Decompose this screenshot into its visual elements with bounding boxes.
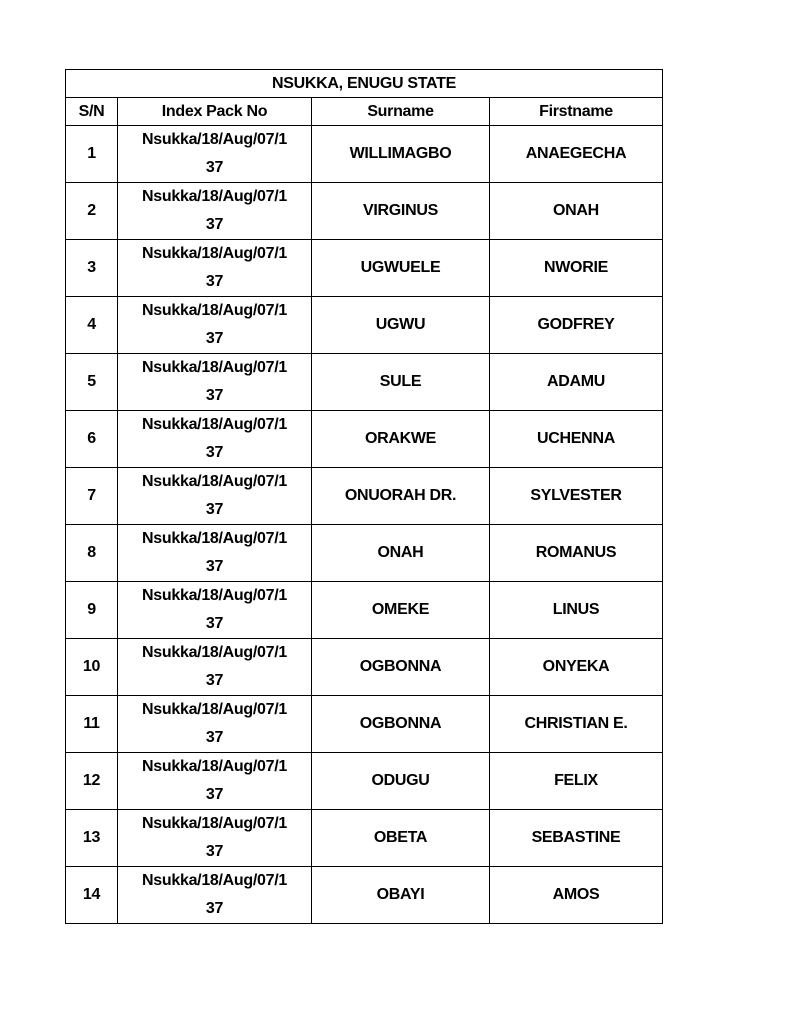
- table-row: [66, 297, 663, 354]
- table-row: [66, 468, 663, 525]
- cell-sn: 3: [66, 240, 118, 297]
- table-row: [66, 639, 663, 696]
- index-pack-line-2: 37: [205, 501, 224, 518]
- cell-index-pack: [118, 297, 312, 354]
- cell-sn: 6: [66, 411, 118, 468]
- cell-surname: SULE: [312, 354, 490, 411]
- table-row: [66, 582, 663, 639]
- index-pack-line-1: Nsukka/18/Aug/07/1: [142, 131, 287, 148]
- header-firstname: Firstname: [490, 98, 663, 126]
- cell-firstname: ONYEKA: [490, 639, 663, 696]
- document-sheet: [65, 69, 662, 924]
- cell-firstname: GODFREY: [490, 297, 663, 354]
- table-row: [66, 126, 663, 183]
- cell-index-pack: [118, 525, 312, 582]
- cell-surname: ODUGU: [312, 753, 490, 810]
- cell-firstname: LINUS: [490, 582, 663, 639]
- header-row: [66, 98, 663, 126]
- index-pack-line-1: Nsukka/18/Aug/07/1: [142, 587, 287, 604]
- index-pack-line-1: Nsukka/18/Aug/07/1: [142, 530, 287, 547]
- cell-surname: UGWUELE: [312, 240, 490, 297]
- cell-index-pack: [118, 468, 312, 525]
- cell-index-pack: [118, 411, 312, 468]
- table-row: [66, 867, 663, 924]
- index-pack-line-1: Nsukka/18/Aug/07/1: [142, 245, 287, 262]
- index-pack-line-2: 37: [205, 558, 224, 575]
- index-pack-line-1: Nsukka/18/Aug/07/1: [142, 302, 287, 319]
- cell-firstname: ONAH: [490, 183, 663, 240]
- cell-surname: ONUORAH DR.: [312, 468, 490, 525]
- header-sn: S/N: [66, 98, 118, 126]
- cell-index-pack: [118, 639, 312, 696]
- cell-sn: 9: [66, 582, 118, 639]
- index-pack-line-2: 37: [205, 672, 224, 689]
- cell-firstname: FELIX: [490, 753, 663, 810]
- header-surname: Surname: [312, 98, 490, 126]
- cell-surname: ORAKWE: [312, 411, 490, 468]
- table-row: [66, 411, 663, 468]
- index-pack-line-2: 37: [205, 786, 224, 803]
- cell-sn: 2: [66, 183, 118, 240]
- cell-firstname: ADAMU: [490, 354, 663, 411]
- index-pack-line-2: 37: [205, 729, 224, 746]
- cell-index-pack: [118, 126, 312, 183]
- index-pack-line-1: Nsukka/18/Aug/07/1: [142, 188, 287, 205]
- cell-sn: 4: [66, 297, 118, 354]
- index-pack-line-1: Nsukka/18/Aug/07/1: [142, 416, 287, 433]
- index-pack-line-1: Nsukka/18/Aug/07/1: [142, 815, 287, 832]
- index-pack-line-2: 37: [205, 159, 224, 176]
- cell-index-pack: [118, 354, 312, 411]
- table-row: [66, 354, 663, 411]
- index-pack-line-1: Nsukka/18/Aug/07/1: [142, 701, 287, 718]
- cell-surname: VIRGINUS: [312, 183, 490, 240]
- index-pack-line-2: 37: [205, 330, 224, 347]
- cell-index-pack: [118, 867, 312, 924]
- cell-sn: 11: [66, 696, 118, 753]
- table-row: [66, 753, 663, 810]
- cell-firstname: SYLVESTER: [490, 468, 663, 525]
- table-row: [66, 696, 663, 753]
- index-pack-line-2: 37: [205, 900, 224, 917]
- cell-firstname: CHRISTIAN E.: [490, 696, 663, 753]
- cell-index-pack: [118, 240, 312, 297]
- index-pack-line-1: Nsukka/18/Aug/07/1: [142, 644, 287, 661]
- index-pack-line-2: 37: [205, 843, 224, 860]
- index-pack-line-1: Nsukka/18/Aug/07/1: [142, 872, 287, 889]
- cell-surname: ONAH: [312, 525, 490, 582]
- cell-surname: OMEKE: [312, 582, 490, 639]
- cell-surname: OGBONNA: [312, 639, 490, 696]
- cell-sn: 8: [66, 525, 118, 582]
- cell-firstname: AMOS: [490, 867, 663, 924]
- cell-firstname: SEBASTINE: [490, 810, 663, 867]
- cell-sn: 7: [66, 468, 118, 525]
- index-pack-line-2: 37: [205, 387, 224, 404]
- cell-sn: 10: [66, 639, 118, 696]
- cell-sn: 14: [66, 867, 118, 924]
- cell-index-pack: [118, 183, 312, 240]
- cell-surname: OGBONNA: [312, 696, 490, 753]
- cell-surname: UGWU: [312, 297, 490, 354]
- names-table: [65, 69, 663, 924]
- title-row: [66, 70, 663, 98]
- cell-surname: OBETA: [312, 810, 490, 867]
- cell-index-pack: [118, 753, 312, 810]
- table-body: [66, 126, 663, 924]
- cell-firstname: UCHENNA: [490, 411, 663, 468]
- cell-index-pack: [118, 810, 312, 867]
- cell-index-pack: [118, 696, 312, 753]
- index-pack-line-2: 37: [205, 216, 224, 233]
- index-pack-line-2: 37: [205, 615, 224, 632]
- index-pack-line-2: 37: [205, 444, 224, 461]
- index-pack-line-1: Nsukka/18/Aug/07/1: [142, 473, 287, 490]
- cell-surname: WILLIMAGBO: [312, 126, 490, 183]
- cell-sn: 12: [66, 753, 118, 810]
- table-row: [66, 240, 663, 297]
- header-index-pack: Index Pack No: [118, 98, 312, 126]
- cell-firstname: ANAEGECHA: [490, 126, 663, 183]
- cell-sn: 1: [66, 126, 118, 183]
- cell-sn: 13: [66, 810, 118, 867]
- table-row: [66, 525, 663, 582]
- table-row: [66, 183, 663, 240]
- cell-firstname: NWORIE: [490, 240, 663, 297]
- cell-index-pack: [118, 582, 312, 639]
- table-title: NSUKKA, ENUGU STATE: [66, 70, 663, 98]
- index-pack-line-1: Nsukka/18/Aug/07/1: [142, 359, 287, 376]
- index-pack-line-1: Nsukka/18/Aug/07/1: [142, 758, 287, 775]
- cell-firstname: ROMANUS: [490, 525, 663, 582]
- cell-surname: OBAYI: [312, 867, 490, 924]
- cell-sn: 5: [66, 354, 118, 411]
- index-pack-line-2: 37: [205, 273, 224, 290]
- table-row: [66, 810, 663, 867]
